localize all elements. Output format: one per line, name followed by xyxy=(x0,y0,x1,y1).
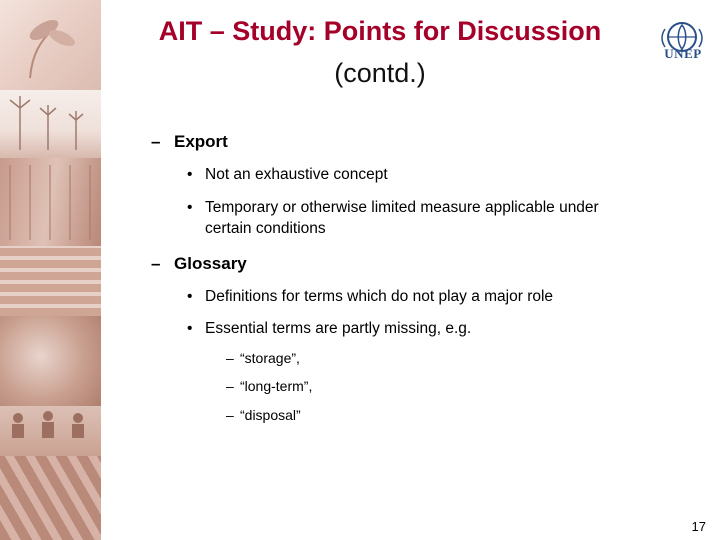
sub-dash: – xyxy=(226,350,234,366)
bullet-marker: • xyxy=(187,288,193,305)
glossary-bullet-2: Essential terms are partly missing, e.g. xyxy=(205,320,472,337)
export-bullet-2-cont: certain conditions xyxy=(205,220,326,237)
logo-text: UNEP xyxy=(664,46,702,61)
glossary-sub-item-2: “long-term”, xyxy=(240,378,313,394)
glossary-heading: Glossary xyxy=(174,254,247,273)
bullet-marker: • xyxy=(187,320,193,337)
glossary-bullet-1: Definitions for terms which do not play a major role xyxy=(205,288,554,305)
export-bullet-1: Not an exhaustive concept xyxy=(205,166,388,183)
slide-subtitle: (contd.) xyxy=(334,58,426,88)
decorative-photo-strip xyxy=(0,0,101,540)
sub-dash: – xyxy=(226,407,234,423)
sub-dash: – xyxy=(226,378,234,394)
export-heading: Export xyxy=(174,132,228,151)
glossary-sub-item-3: “disposal” xyxy=(240,407,301,423)
strip-decor-svg xyxy=(0,0,101,540)
page-number: 17 xyxy=(691,519,706,534)
glossary-dash: – xyxy=(151,254,161,273)
bullet-marker: • xyxy=(187,166,193,183)
glossary-sub-item-1: “storage”, xyxy=(240,350,300,366)
export-dash: – xyxy=(151,132,161,151)
bullet-marker: • xyxy=(187,199,193,216)
slide-title: AIT – Study: Points for Discussion xyxy=(158,16,602,46)
export-bullet-2: Temporary or otherwise limited measure applicable under xyxy=(205,199,599,216)
